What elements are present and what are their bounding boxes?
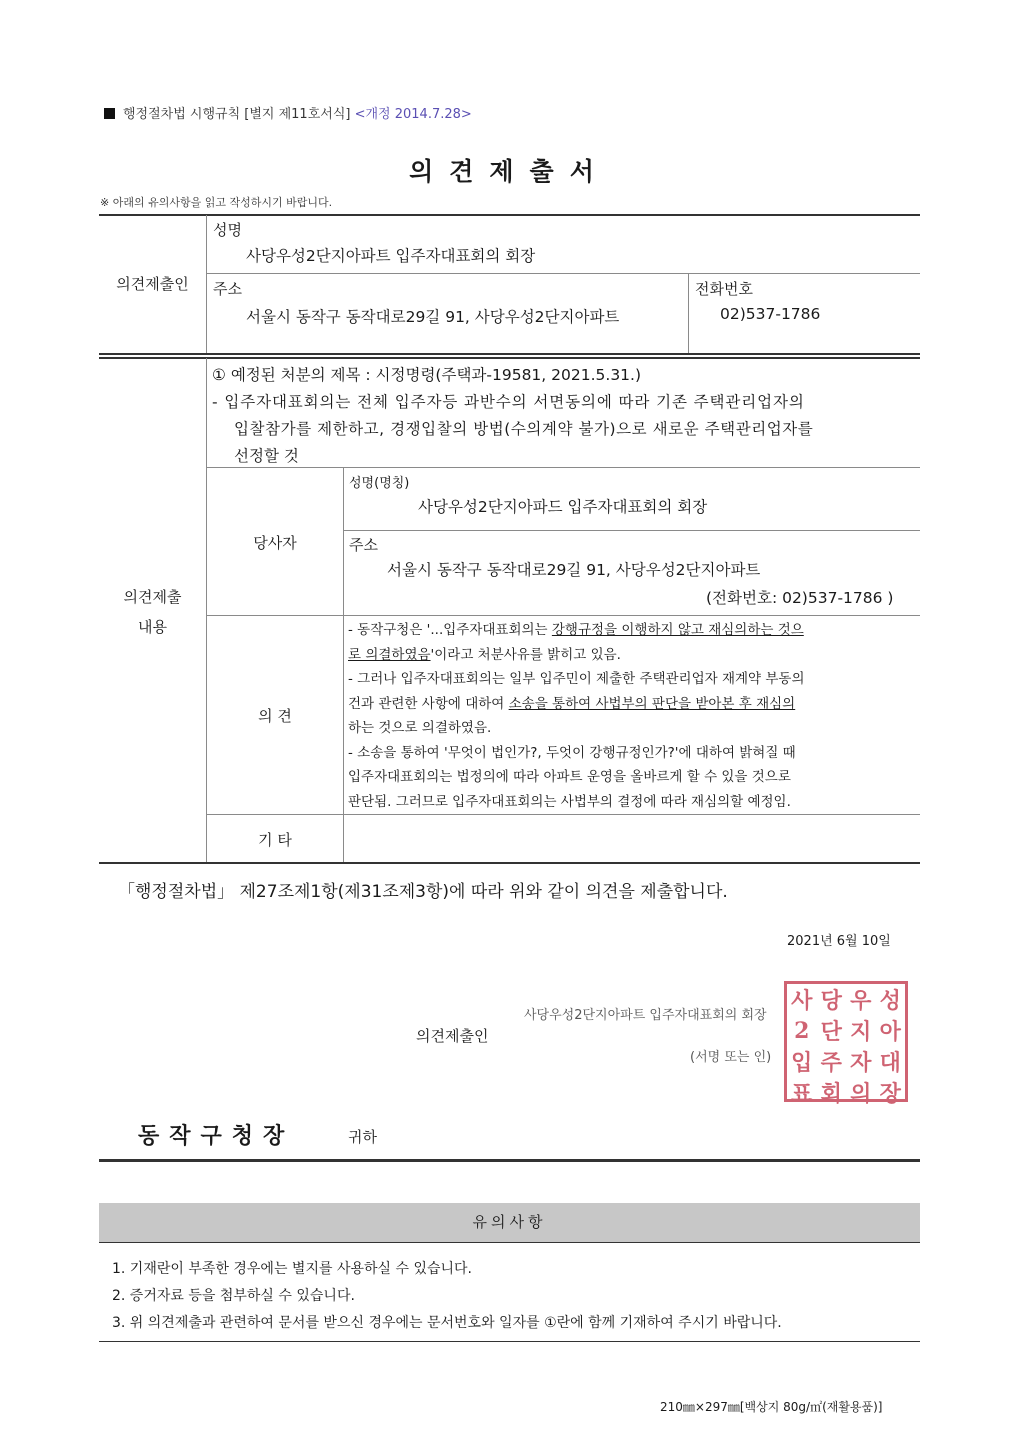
square-bullet-icon	[104, 108, 115, 119]
disposition-title: ① 예정된 처분의 제목 : 시정명령(주택과-19581, 2021.5.31.)	[212, 366, 642, 384]
opinion-line-8: 판단됨. 그러므로 입주자대표회의는 사법부의 결정에 따라 재심의할 예정임.	[348, 793, 791, 810]
party-address-value: 서울시 동작구 동작대로29길 91, 사당우성2단지아파트	[387, 561, 761, 579]
form-reference	[104, 103, 472, 122]
signer-name: 사당우성2단지아파트 입주자대표회의 회장	[524, 1008, 767, 1023]
recipient-name: 동작구청장	[138, 1124, 295, 1149]
content-divider	[206, 358, 207, 863]
name-label: 성명	[213, 221, 242, 239]
disposition-line-3: 선정할 것	[234, 447, 299, 465]
submitter-label: 의견제출인	[116, 275, 189, 293]
note-item: 2. 증거자료 등을 첨부하실 수 있습니다.	[112, 1288, 355, 1304]
name-value: 사당우성2단지아파트 입주자대표회의 회장	[246, 247, 536, 265]
table-bottom-border	[99, 862, 920, 864]
notes-list	[112, 1256, 782, 1337]
submitter-row-divider	[207, 273, 920, 274]
revision-text: <개정 2014.7.28>	[354, 107, 472, 122]
content-label-1: 의견제출	[123, 588, 182, 606]
submitter-divider	[206, 215, 207, 354]
instruction-notice: ※ 아래의 유의사항을 읽고 작성하시기 바랍니다.	[100, 196, 333, 209]
note-item: 3. 위 의견제출과 관련하여 문서를 받으신 경우에는 문서번호와 일자를 ①란에 함께 기재하여 주시기 바랍니다.	[112, 1315, 782, 1331]
address-value: 서울시 동작구 동작대로29길 91, 사당우성2단지아파트	[246, 308, 620, 326]
content-label-2: 내용	[138, 618, 167, 636]
signature-hint: (서명 또는 인)	[690, 1050, 772, 1065]
opinion-line-2: 로 의결하였음'이라고 처분사유를 밝히고 있음.	[348, 646, 621, 663]
address-label: 주소	[213, 280, 242, 298]
phone-label: 전화번호	[695, 280, 753, 298]
submission-statement: 「행정절차법」 제27조제1항(제31조제3항)에 따라 위와 같이 의견을 제출합니다.	[118, 882, 728, 902]
recipient-suffix: 귀하	[348, 1128, 377, 1146]
official-seal: 사 당 우 성 2 단 지 아 입 주 자 대 표 회 의 장	[784, 981, 908, 1102]
paper-spec: 210㎜×297㎜[백상지 80g/㎡(재활용품)]	[660, 1400, 883, 1414]
opinion-line-6: - 소송을 통하여 '무엇이 법인가?, 두엇이 강행규정인가?'에 대하여 밝혀질 때	[348, 744, 796, 761]
note-item: 1. 기재란이 부족한 경우에는 별지를 사용하실 수 있습니다.	[112, 1261, 473, 1277]
opinion-line-4: 건과 관련한 사항에 대하여 소송을 통하여 사법부의 판단을 받아본 후 재심의	[348, 695, 796, 712]
party-top-border	[207, 467, 920, 468]
recipient-rule	[99, 1159, 920, 1162]
party-name-value: 사당우성2단지아파드 입주자대표회의 회장	[418, 498, 708, 516]
submission-date: 2021년 6월 10일	[787, 934, 891, 949]
regulation-text: 행정절차법 시행규칙 [별지 제11호서식]	[123, 107, 351, 122]
phone-value: 02)537-1786	[720, 305, 821, 323]
disposition-line-2: 입찰참가를 제한하고, 경쟁입찰의 방법(수의계약 불가)으로 새로운 주택관리업자를	[234, 420, 814, 438]
party-label: 당사자	[253, 534, 297, 552]
content-top-border	[99, 357, 920, 359]
inner-divider	[343, 467, 344, 863]
document-title: 의견제출서	[409, 157, 610, 186]
opinion-text	[348, 618, 916, 814]
opinion-label: 의 견	[258, 707, 292, 725]
notes-rule	[99, 1242, 920, 1243]
party-address-label: 주소	[349, 536, 378, 554]
notes-bottom-rule	[99, 1341, 920, 1342]
party-phone: (전화번호: 02)537-1786 )	[706, 589, 894, 607]
opinion-top-border	[207, 615, 920, 616]
party-name-label: 성명(명칭)	[349, 476, 410, 491]
etc-top-border	[207, 814, 920, 815]
opinion-line-3: - 그러나 입주자대표회의는 일부 입주민이 제출한 주택관리업자 재계약 부동의	[348, 671, 805, 687]
table-top-border	[99, 214, 920, 216]
opinion-line-5: 하는 것으로 의결하였음.	[348, 720, 492, 736]
disposition-line-1: - 입주자대표회의는 전체 입주자등 과반수의 서면동의에 따라 기존 주택관리업자의	[212, 393, 805, 411]
notes-heading: 유의사항	[99, 1203, 920, 1242]
submitter-bottom-border	[99, 353, 920, 355]
party-row-divider	[344, 530, 920, 531]
phone-divider	[688, 273, 689, 354]
etc-label: 기 타	[258, 831, 292, 849]
opinion-line-1: - 동작구청은 '...입주자대표회의는 강행규정을 이행하지 않고 재심의하는 것으	[348, 622, 804, 638]
signer-label: 의견제출인	[416, 1027, 489, 1045]
opinion-line-7: 입주자대표회의는 법정의에 따라 아파트 운영을 올바르게 할 수 있을 것으로	[348, 769, 791, 785]
